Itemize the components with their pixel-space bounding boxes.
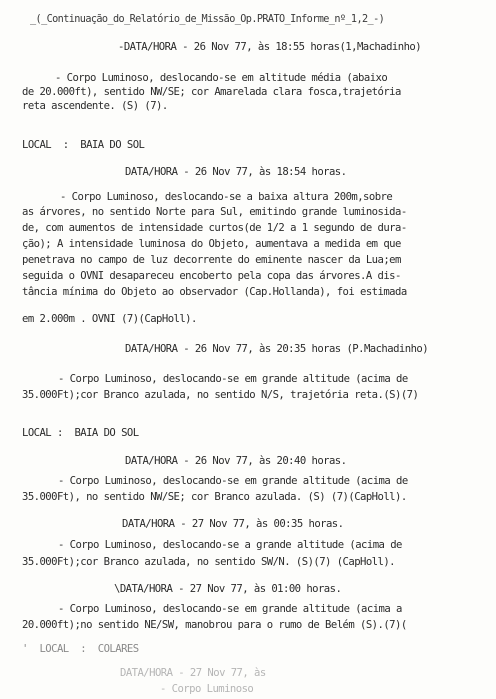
- local-heading-3: ' LOCAL : COLARES: [22, 643, 139, 655]
- entry-2-line-3: de, com aumentos de intensidade curtos(de 1/2 a 1 segundo de dura-: [22, 222, 407, 234]
- trailing-datetime: DATA/HORA - 27 Nov 77, às: [120, 667, 266, 679]
- local-heading-2: LOCAL : BAIA DO SOL: [22, 427, 139, 439]
- continuation-header: _(_Continuação_do_Relatório_de_Missão_Op.PRATO_Informe_nº_1,2_-): [30, 14, 385, 25]
- entry-3-line-2: 35.000Ft);cor Branco azulada, no sentido N/S, trajetória reta.(S)(7): [22, 389, 419, 401]
- entry-2-line-2: as árvores, no sentido Norte para Sul, emitindo grande luminosida-: [22, 206, 407, 218]
- entry-1-line-3: reta ascendente. (S) (7).: [22, 100, 168, 112]
- entry-4-line-2: 35.000Ft), no sentido NW/SE; cor Branco azulada. (S) (7)(CapHoll).: [22, 491, 407, 503]
- entry-1-line-1: - Corpo Luminoso, deslocando-se em altitude média (abaixo: [55, 72, 388, 84]
- entry-4-line-1: - Corpo Luminoso, deslocando-se em grande altitude (acima de: [58, 475, 408, 487]
- entry-3-datetime: DATA/HORA - 26 Nov 77, às 20:35 horas (P.Machadinho): [125, 343, 429, 355]
- entry-2-line-8: em 2.000m . OVNI (7)(CapHoll).: [22, 313, 197, 325]
- entry-5-line-1: - Corpo Luminoso, deslocando-se a grande altitude (acima de: [58, 539, 402, 551]
- entry-2-line-6: seguida o OVNI desapareceu encoberto pela copa das árvores.A dis-: [22, 270, 401, 282]
- entry-1-line-2: de 20.000ft), sentido NW/SE; cor Amarelada clara fosca,trajetória: [22, 86, 401, 98]
- entry-5-datetime: DATA/HORA - 27 Nov 77, às 00:35 horas.: [122, 518, 344, 530]
- entry-2-line-7: tância mínima do Objeto ao observador (Cap.Hollanda), foi estimada: [22, 286, 407, 298]
- entry-6-datetime: \DATA/HORA - 27 Nov 77, às 01:00 horas.: [114, 583, 342, 595]
- entry-3-line-1: - Corpo Luminoso, deslocando-se em grande altitude (acima de: [58, 373, 408, 385]
- trailing-line: - Corpo Luminoso: [160, 683, 254, 695]
- entry-2-datetime: DATA/HORA - 26 Nov 77, às 18:54 horas.: [125, 166, 347, 178]
- entry-2-line-5: penetrava no campo de luz decorrente do eminente nascer da Lua;em: [22, 254, 401, 266]
- entry-1-datetime: -DATA/HORA - 26 Nov 77, às 18:55 horas(1,Machadinho): [118, 41, 422, 53]
- entry-2-line-1: - Corpo Luminoso, deslocando-se a baixa altura 200m,sobre: [60, 191, 393, 203]
- local-heading-1: LOCAL : BAIA DO SOL: [22, 139, 145, 151]
- entry-4-datetime: DATA/HORA - 26 Nov 77, às 20:40 horas.: [125, 455, 347, 467]
- entry-2-line-4: ção); A intensidade luminosa do Objeto, aumentava a medida em que: [22, 238, 401, 250]
- entry-5-line-2: 35.000Ft);cor Branco azulada, no sentido SW/N. (S)(7) (CapHoll).: [22, 556, 395, 568]
- entry-6-line-2: 20.000ft);no sentido NE/SW, manobrou para o rumo de Belém (S).(7)(: [22, 619, 407, 631]
- entry-6-line-1: - Corpo Luminoso, deslocando-se em grande altitude (acima a: [58, 603, 402, 615]
